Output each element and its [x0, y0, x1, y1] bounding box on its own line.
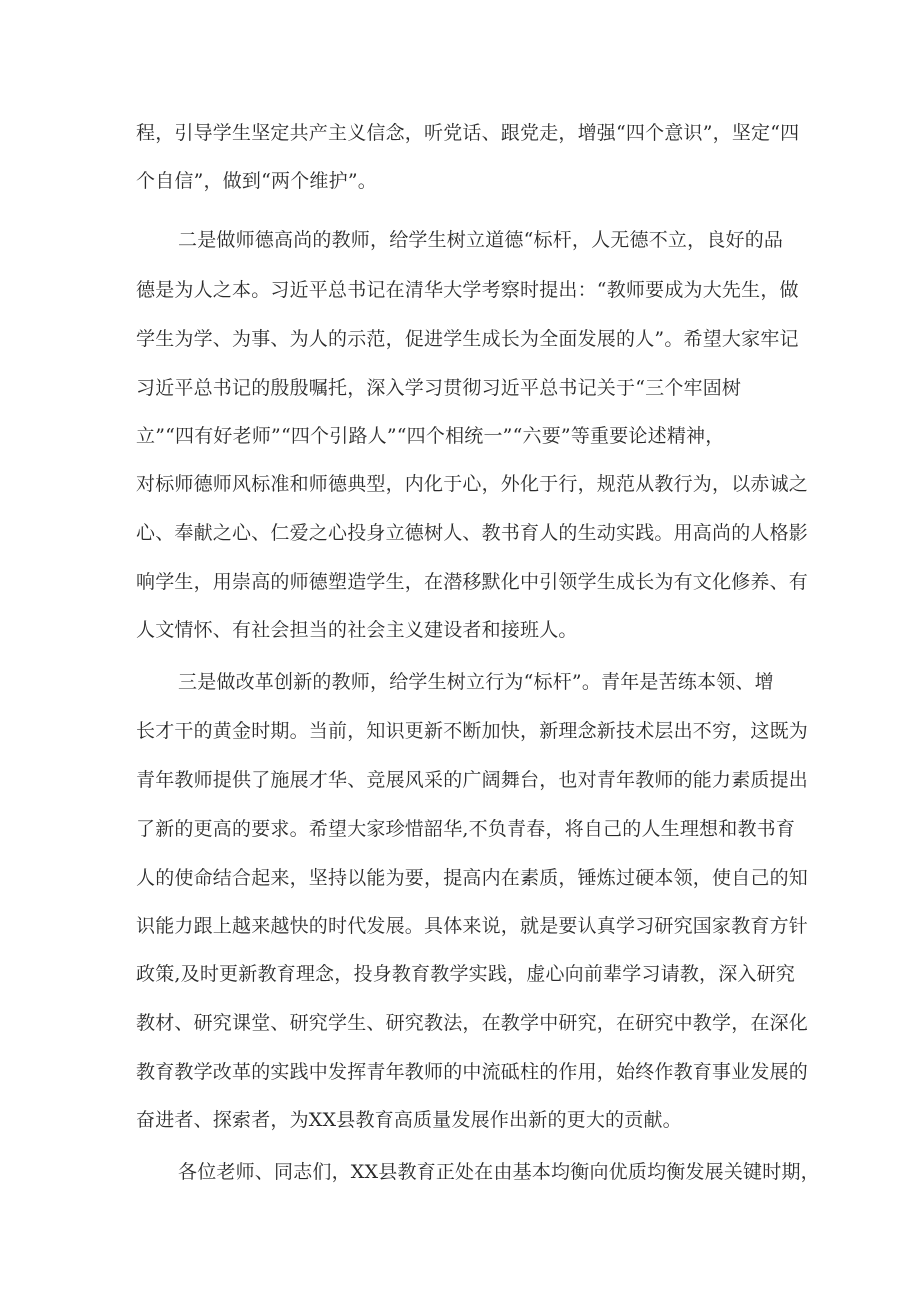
text-line: 政策,及时更新教育理念，投身教育教学实践，虚心向前辈学习请教，深入研究	[136, 963, 796, 985]
text-line: 人的使命结合起来，坚持以能为要，提高内在素质，锤炼过硬本领，使自己的知	[136, 867, 809, 889]
text-line: 响学生，用崇高的师德塑造学生，在潜移默化中引领学生成长为有文化修养、有	[136, 571, 809, 593]
text-line: 程，引导学生坚定共产主义信念，听党话、跟党走，增强“四个意识”，坚定“四	[136, 122, 800, 144]
text-line: 奋进者、探索者，为XX县教育高质量发展作出新的更大的贡献。	[136, 1109, 682, 1131]
text-line: 心、奉献之心、仁爱之心投身立德树人、教书育人的生动实践。用高尚的人格影	[136, 522, 809, 544]
text-line: 识能力跟上越来越快的时代发展。具体来说，就是要认真学习研究国家教育方针	[136, 915, 809, 937]
paragraph-start-line: 三是做改革创新的教师，给学生树立行为“标杆”。青年是苦练本领、增	[178, 671, 774, 693]
paragraph-start-line: 二是做师德高尚的教师，给学生树立道德“标杆，人无德不立，良好的品	[178, 229, 784, 251]
text-line: 教材、研究课堂、研究学生、研究教法，在教学中研究，在研究中教学，在深化	[136, 1012, 809, 1034]
text-line: 德是为人之本。习近平总书记在清华大学考察时提出：“教师要成为大先生，做	[136, 279, 799, 301]
text-line: 学生为学、为事、为人的示范，促进学生成长为全面发展的人”。希望大家牢记	[136, 328, 799, 350]
text-line: 长才干的黄金时期。当前，知识更新不断加快，新理念新技术层出不穷，这既为	[136, 720, 809, 742]
text-line: 对标师德师风标准和师德典型，内化于心，外化于行，规范从教行为，以赤诚之	[136, 473, 809, 495]
text-line: 个自信”，做到“两个维护”。	[136, 170, 377, 192]
text-line: 教育教学改革的实践中发挥青年教师的中流砥柱的作用，始终作教育事业发展的	[136, 1061, 809, 1083]
text-line: 立”“四有好老师”“四个引路人”“四个相统一”“六要”等重要论述精神，	[136, 425, 725, 447]
text-line: 了新的更高的要求。希望大家珍惜韶华,不负青春，将自己的人生理想和教书育	[136, 818, 796, 840]
paragraph-start-line: 各位老师、同志们，XX县教育正处在由基本均衡向优质均衡发展关键时期，	[178, 1161, 820, 1183]
text-line: 习近平总书记的殷殷嘱托，深入学习贯彻习近平总书记关于“三个牢固树	[136, 377, 742, 399]
text-line: 青年教师提供了施展才华、竞展风采的广阔舞台，也对青年教师的能力素质提出	[136, 769, 809, 791]
text-line: 人文情怀、有社会担当的社会主义建设者和接班人。	[136, 619, 578, 641]
